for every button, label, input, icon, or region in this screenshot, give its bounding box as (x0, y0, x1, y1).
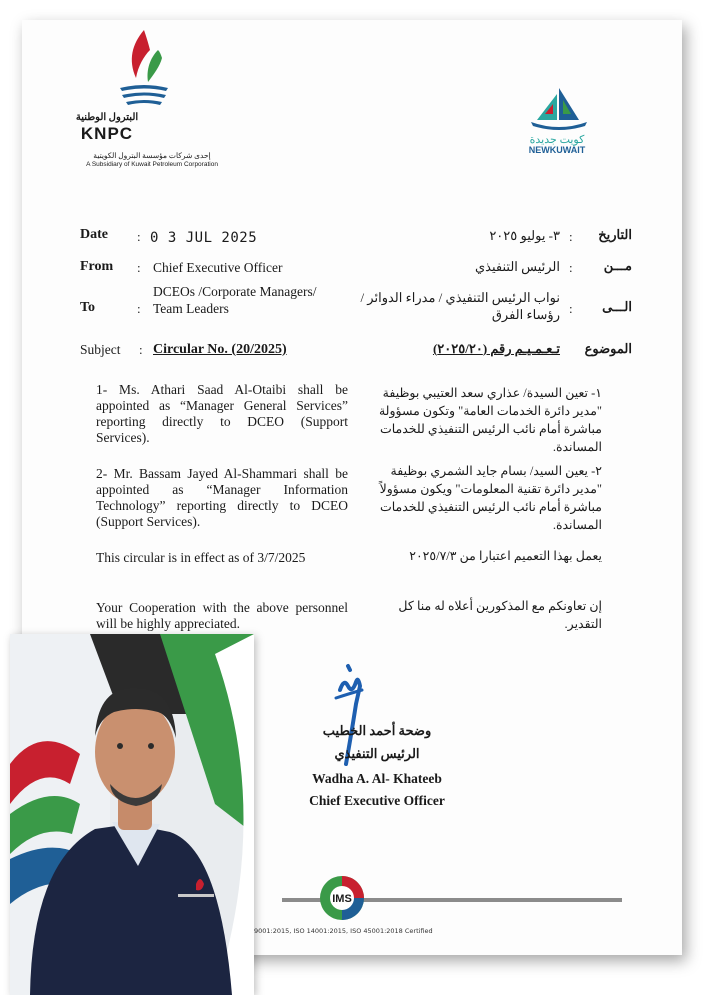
date-colon-arabic: : (569, 229, 573, 244)
new-kuwait-arabic: كويت جديدة (529, 134, 585, 146)
portrait-photo (10, 634, 254, 995)
to-label: To (80, 300, 96, 315)
subject-value: Circular No. (20/2025) (153, 342, 287, 357)
new-kuwait-english: NEWKUWAIT (528, 145, 586, 155)
to-value-arabic-line2: رؤساء الفرق (491, 307, 560, 322)
to-value-line1: DCEOs /Corporate Managers/ (153, 284, 317, 299)
item1-arabic: ١- تعين السيدة/ عذاري سعد العتيبي بوظيفة "مدير دائرة الخدمات العامة" وتكون مسؤولة مباشرة أمام نائب الرئيس التنفيذي للخدمات المساندة. (378, 386, 602, 454)
signatory-title-arabic: الرئيس التنفيذي (334, 746, 420, 761)
from-colon-arabic: : (569, 260, 573, 275)
subject-colon: : (139, 342, 143, 357)
item1-english: 1- Ms. Athari Saad Al-Otaibi shall be appointed as “Manager General Services” reporting directly to DCEO (Support Services). (96, 382, 348, 445)
knpc-flame-logo-icon (114, 26, 174, 112)
effective-date-english: This circular is in effect as of 3/7/2025 (96, 550, 306, 565)
subject-label-arabic: الموضوع (584, 341, 632, 356)
to-colon-arabic: : (569, 301, 573, 316)
subject-label: Subject (80, 342, 121, 357)
to-value-arabic-line1: نواب الرئيس التنفيذي / مدراء الدوائر / (360, 290, 560, 305)
to-value-line2: Team Leaders (153, 301, 229, 316)
knpc-arabic-name: البترول الوطنية (75, 112, 139, 123)
from-label-arabic: مـــن (603, 258, 632, 273)
to-label-arabic: الـــى (602, 299, 632, 314)
date-value-arabic: ٣- يوليو ٢٠٢٥ (489, 228, 560, 243)
ims-badge-icon (318, 874, 366, 922)
from-label: From (80, 259, 114, 274)
cooperation-english: Your Cooperation with the above personnel will be highly appreciated. (96, 600, 348, 631)
from-colon: : (137, 260, 141, 275)
signatory-title-english: Chief Executive Officer (309, 793, 445, 808)
date-value: 0 3 JUL 2025 (150, 230, 258, 246)
subject-value-arabic: تـعـمـيـم رقم (٢٠٢٥/٢٠) (432, 341, 560, 356)
ims-label: IMS (332, 893, 352, 905)
to-colon: : (137, 301, 141, 316)
iso-certification: 9001:2015, ISO 14001:2015, ISO 45001:2018 Certified (254, 927, 433, 935)
item2-english: 2- Mr. Bassam Jayed Al-Shammari shall be appointed as “Manager Information Technology” reporting directly to DCEO (Support Services). (96, 466, 348, 529)
effective-date-arabic: يعمل بهذا التعميم اعتبارا من ٢٠٢٥/٧/٣ (409, 549, 602, 563)
date-label: Date (80, 227, 108, 242)
knpc-wordmark: KNPC (80, 124, 134, 143)
item2-arabic: ٢- يعين السيد/ بسام جايد الشمري بوظيفة "مدير دائرة تقنية المعلومات" ويكون مسؤولاً مباشرة أمام نائب الرئيس التنفيذي للخدمات المساندة. (379, 464, 602, 532)
knpc-subsidiary-arabic: إحدى شركات مؤسسة البترول الكويتية (93, 151, 211, 160)
new-kuwait-logo-icon (527, 84, 591, 132)
signatory-name-english: Wadha A. Al- Khateeb (312, 771, 442, 786)
signatory-name-arabic: وضحة أحمد الخطيب (322, 723, 432, 738)
from-value-arabic: الرئيس التنفيذي (474, 259, 560, 274)
cooperation-arabic: إن تعاونكم مع المذكورين أعلاه له منا كل التقدير. (398, 599, 602, 631)
portrait-image (10, 634, 254, 995)
date-label-arabic: التاريخ (598, 227, 632, 242)
date-colon: : (137, 229, 141, 244)
from-value: Chief Executive Officer (153, 260, 283, 275)
knpc-subsidiary-english: A Subsidiary of Kuwait Petroleum Corporation (86, 161, 218, 168)
